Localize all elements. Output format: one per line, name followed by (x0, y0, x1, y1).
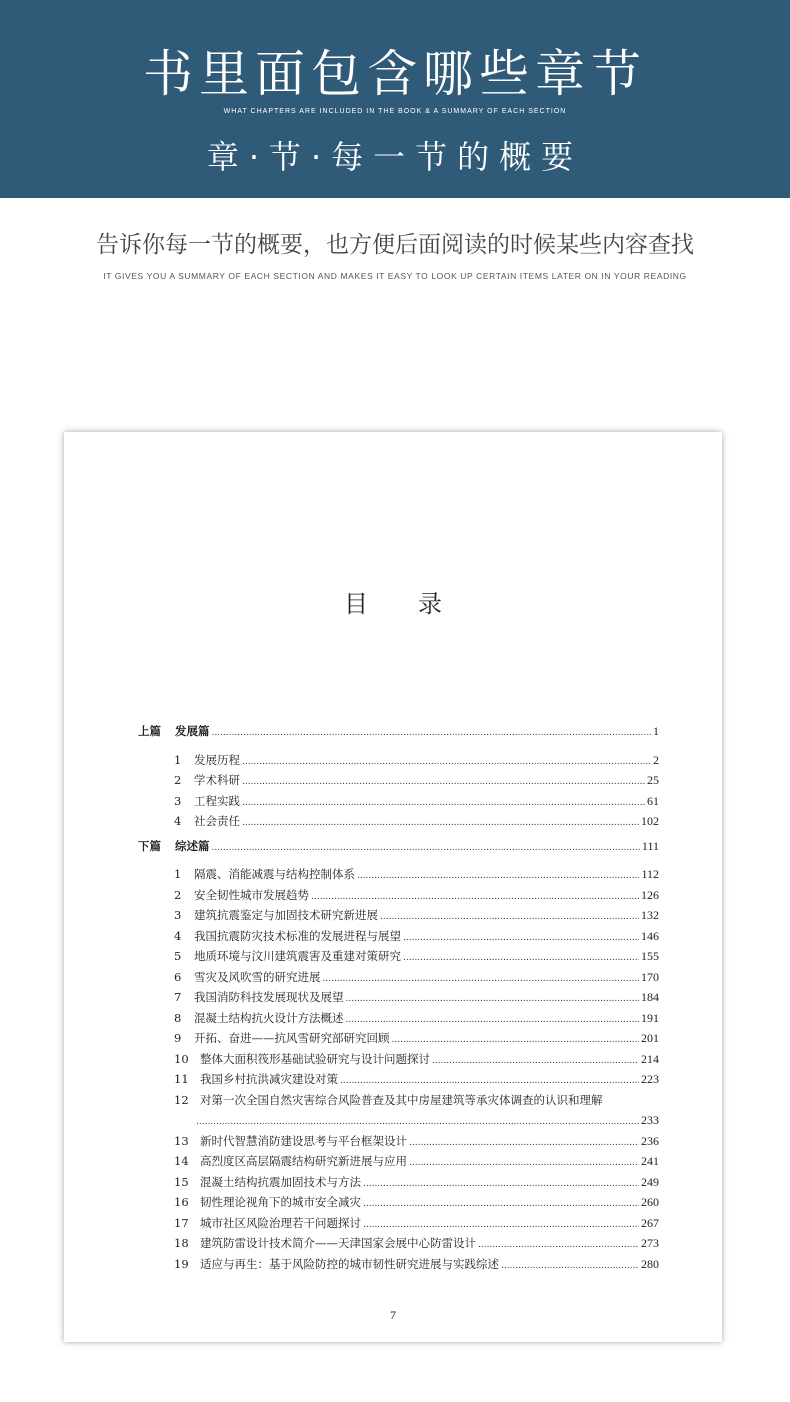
chapter-title: 混凝土结构抗火设计方法概述 (194, 1010, 344, 1025)
chapter-page: 241 (641, 1154, 659, 1168)
chapter-number: 10 (174, 1051, 189, 1066)
intro-text-en: IT GIVES YOU A SUMMARY OF EACH SECTION AND MAKES IT EASY TO LOOK UP CERTAIN ITEMS LATER ON IN YOUR READING (103, 271, 687, 281)
chapter-number: 4 (174, 814, 182, 828)
toc-chapter-entry[interactable] (138, 905, 659, 926)
chapter-page: 236 (641, 1133, 659, 1148)
chapter-title: 开拓、奋进——抗风雪研究部研究回顾 (194, 1031, 390, 1045)
chapter-title: 混凝土结构抗震加固技术与方法 (200, 1174, 361, 1189)
chapter-number: 3 (174, 908, 182, 922)
toc-part-entry[interactable] (138, 836, 659, 857)
toc-chapter-entry[interactable] (138, 1192, 659, 1213)
toc-chapter-entry[interactable] (138, 1049, 659, 1070)
chapter-page: 273 (641, 1236, 659, 1250)
part-name: 综述篇 (175, 838, 210, 853)
toc-chapter-entry[interactable] (138, 1233, 659, 1254)
chapter-title: 我国抗震防灾技术标准的发展进程与展望 (194, 928, 401, 943)
part-label: 下篇 (138, 838, 161, 853)
chapter-number: 2 (174, 773, 182, 787)
dot-leader (409, 1133, 639, 1154)
chapter-number: 7 (174, 990, 182, 1004)
toc-chapter-entry[interactable] (138, 770, 659, 791)
chapter-number: 9 (174, 1031, 182, 1045)
chapter-title: 我国乡村抗洪减灾建设对策 (200, 1072, 338, 1086)
dot-leader (501, 1256, 639, 1277)
dot-leader (357, 866, 639, 887)
chapter-number: 18 (174, 1236, 189, 1250)
chapter-page: 201 (641, 1031, 659, 1045)
dot-leader (432, 1051, 639, 1072)
chapter-page: 233 (641, 1113, 659, 1127)
chapter-title: 高烈度区高层隔震结构研究新进展与应用 (200, 1154, 407, 1168)
toc-chapter-entry[interactable] (138, 1069, 659, 1090)
toc-chapter-continuation (138, 1110, 659, 1131)
chapter-title: 新时代智慧消防建设思考与平台框架设计 (200, 1133, 407, 1148)
dot-leader (242, 813, 639, 834)
dot-leader (340, 1071, 639, 1092)
chapter-title: 整体大面积筏形基础试验研究与设计问题探讨 (200, 1051, 430, 1066)
dot-leader (346, 989, 640, 1010)
dot-leader (196, 1112, 639, 1133)
chapter-page: 155 (641, 949, 659, 963)
chapter-page: 132 (641, 908, 659, 922)
part-page: 111 (641, 838, 659, 853)
toc-chapter-entry[interactable] (138, 1008, 659, 1029)
dot-leader (212, 723, 652, 744)
chapter-page: 260 (641, 1195, 659, 1209)
chapter-page: 170 (641, 969, 659, 984)
toc-chapter-entry[interactable] (138, 885, 659, 906)
dot-leader (242, 752, 651, 773)
chapter-number: 1 (174, 867, 182, 881)
chapter-page: 112 (641, 867, 659, 881)
chapter-title: 适应与再生：基于风险防控的城市韧性研究进展与实践综述 (200, 1256, 499, 1271)
toc-title: 目录 (344, 590, 492, 618)
chapter-title: 韧性理论视角下的城市安全减灾 (200, 1195, 361, 1209)
toc-chapter-entry[interactable] (138, 750, 659, 771)
chapter-title: 安全韧性城市发展趋势 (194, 887, 309, 902)
part-name: 发展篇 (175, 724, 210, 738)
dot-leader (323, 969, 640, 990)
dot-leader (392, 1030, 640, 1051)
chapter-page: 214 (641, 1051, 659, 1066)
chapter-number: 11 (174, 1072, 189, 1086)
chapter-number: 8 (174, 1010, 182, 1025)
dot-leader (363, 1194, 639, 1215)
chapter-title: 建筑抗震鉴定与加固技术研究新进展 (194, 908, 378, 922)
toc-chapter-entry[interactable] (138, 967, 659, 988)
dot-leader (242, 772, 645, 793)
toc-chapter-entry[interactable] (138, 1090, 659, 1111)
part-page: 1 (653, 724, 659, 738)
chapter-page: 25 (647, 773, 659, 787)
book-page (64, 432, 722, 1342)
dot-leader (346, 1010, 640, 1031)
toc-chapter-entry[interactable] (138, 811, 659, 832)
chapter-title: 学术科研 (194, 773, 240, 787)
toc-chapter-entry[interactable] (138, 1028, 659, 1049)
chapter-number: 12 (174, 1092, 189, 1107)
intro-text: 告诉你每一节的概要，也方便后面阅读的时候某些内容查找 (96, 232, 694, 258)
toc-chapter-entry[interactable] (138, 1131, 659, 1152)
toc-chapter-entry[interactable] (138, 1151, 659, 1172)
banner-tagline: 章·节·每一节的概要 (206, 138, 584, 176)
chapter-page: 249 (641, 1174, 659, 1189)
table-of-contents (138, 717, 659, 1274)
chapter-number: 4 (174, 928, 182, 943)
chapter-number: 6 (174, 969, 182, 984)
chapter-number: 16 (174, 1195, 189, 1209)
toc-chapter-entry[interactable] (138, 791, 659, 812)
chapter-title: 建筑防雷设计技术简介——天津国家会展中心防雷设计 (200, 1236, 476, 1250)
chapter-page: 146 (641, 928, 659, 943)
chapter-number: 17 (174, 1215, 189, 1230)
chapter-page: 267 (641, 1215, 659, 1230)
chapter-number: 1 (174, 752, 182, 767)
chapter-number: 3 (174, 793, 182, 808)
page-number: 7 (390, 1308, 396, 1322)
chapter-title: 雪灾及风吹雪的研究进展 (194, 969, 321, 984)
toc-chapter-entry[interactable] (138, 987, 659, 1008)
part-label: 上篇 (138, 724, 161, 738)
toc-chapter-entry[interactable] (138, 926, 659, 947)
chapter-page: 102 (641, 814, 659, 828)
toc-chapter-entry[interactable] (138, 1172, 659, 1193)
dot-leader (478, 1235, 639, 1256)
dot-leader (409, 1153, 639, 1174)
chapter-number: 13 (174, 1133, 189, 1148)
chapter-number: 15 (174, 1174, 189, 1189)
toc-chapter-entry[interactable] (138, 1213, 659, 1234)
chapter-page: 191 (641, 1010, 659, 1025)
chapter-title: 城市社区风险治理若干问题探讨 (200, 1215, 361, 1230)
dot-leader (311, 887, 639, 908)
dot-leader (380, 907, 639, 928)
toc-chapter-entry[interactable] (138, 864, 659, 885)
chapter-title: 我国消防科技发展现状及展望 (194, 990, 344, 1004)
chapter-page: 223 (641, 1072, 659, 1086)
dot-leader (212, 838, 640, 859)
banner-subtitle-en: WHAT CHAPTERS ARE INCLUDED IN THE BOOK & A SUMMARY OF EACH SECTION (223, 108, 567, 115)
chapter-title: 工程实践 (194, 793, 240, 808)
chapter-number: 19 (174, 1256, 189, 1271)
banner-title: 书里面包含哪些章节 (143, 45, 647, 103)
chapter-number: 2 (174, 887, 182, 902)
chapter-title: 社会责任 (194, 814, 240, 828)
chapter-title: 隔震、消能减震与结构控制体系 (194, 867, 355, 881)
toc-part-entry[interactable] (138, 721, 659, 742)
chapter-page: 126 (641, 887, 659, 902)
chapter-title: 对第一次全国自然灾害综合风险普查及其中房屋建筑等承灾体调查的认识和理解 (200, 1092, 603, 1107)
chapter-title: 发展历程 (194, 752, 240, 767)
dot-leader (242, 793, 645, 814)
chapter-page: 2 (653, 752, 659, 767)
header-banner (0, 0, 790, 198)
toc-chapter-entry[interactable] (138, 1254, 659, 1275)
chapter-number: 14 (174, 1154, 189, 1168)
dot-leader (363, 1215, 639, 1236)
toc-chapter-entry[interactable] (138, 946, 659, 967)
chapter-page: 184 (641, 990, 659, 1004)
dot-leader (403, 928, 639, 949)
chapter-page: 61 (647, 793, 659, 808)
chapter-page: 280 (641, 1256, 659, 1271)
chapter-title: 地质环境与汶川建筑震害及重建对策研究 (194, 949, 401, 963)
dot-leader (403, 948, 639, 969)
dot-leader (363, 1174, 639, 1195)
chapter-number: 5 (174, 949, 182, 963)
